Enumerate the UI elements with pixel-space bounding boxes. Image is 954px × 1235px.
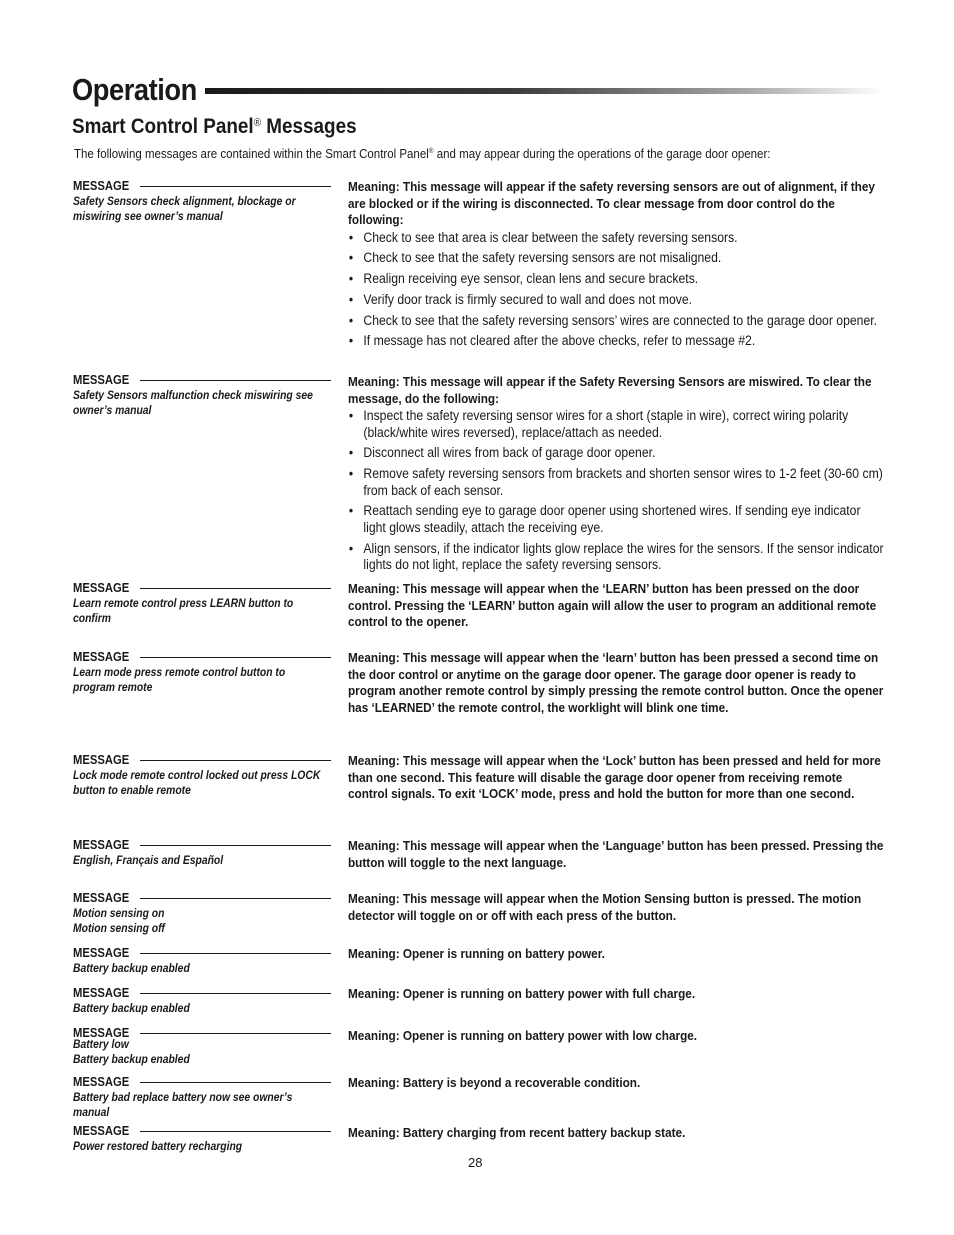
message-label: MESSAGE: [73, 891, 130, 905]
checklist-item: • Check to see that the safety reversing sensors’ wires are connected to the garage door opener.: [348, 313, 884, 330]
meaning-column: [348, 753, 888, 803]
meaning-column: [348, 581, 888, 631]
message-header: [73, 891, 331, 905]
message-label: MESSAGE: [73, 1124, 130, 1138]
message-column: [73, 581, 331, 626]
message-label: MESSAGE: [73, 373, 130, 387]
message-label: MESSAGE: [73, 650, 130, 664]
meaning-text: Meaning: Battery is beyond a recoverable condition.: [348, 1075, 641, 1090]
message-text: Battery backup enabled: [73, 963, 190, 975]
message-label: MESSAGE: [73, 1026, 130, 1040]
message-header: [73, 1075, 331, 1089]
checklist: [348, 408, 884, 574]
meaning-text: Meaning: This message will appear when the ‘learn’ button has been pressed a second time on the door control or anytime on the garage door opener. The garage door opener is ready to program another remote control by simply pressing the remote control button. Once the opener has ‘LEARNED’ the remote control, the worklight will blink one time.: [348, 650, 884, 715]
meaning-column: [348, 1125, 888, 1142]
message-rule: [140, 657, 331, 658]
message-column: [73, 753, 331, 798]
message-rule: [140, 380, 331, 381]
message-column: [73, 1026, 331, 1067]
message-text: Learn remote control press LEARN button to confirm: [73, 598, 294, 625]
intro-text-end: and may appear during the operations of the garage door opener:: [433, 147, 771, 161]
checklist-item: • Realign receiving eye sensor, clean lens and secure brackets.: [348, 271, 884, 288]
page-title: Operation: [72, 72, 197, 107]
checklist-item: • Disconnect all wires from back of garage door opener.: [348, 445, 884, 462]
intro-text: The following messages are contained within the Smart Control Panel: [74, 147, 429, 161]
checklist: [348, 230, 884, 350]
message-header: [73, 986, 331, 1000]
message-rule: [140, 186, 331, 187]
meaning-column: [348, 650, 888, 716]
meaning-text: Meaning: Opener is running on battery power with low charge.: [348, 1028, 698, 1043]
meaning-text: Meaning: This message will appear if the Safety Reversing Sensors are miswired. To clear the message, do the following:: [348, 374, 872, 406]
section-title-text: Smart Control Panel: [72, 115, 254, 138]
meaning-column: [348, 986, 888, 1003]
message-header: [73, 838, 331, 852]
message-label: MESSAGE: [73, 1075, 130, 1089]
message-label: MESSAGE: [73, 838, 130, 852]
message-rule: [140, 588, 331, 589]
message-label: MESSAGE: [73, 986, 130, 1000]
meaning-column: [348, 1028, 888, 1045]
message-header: [73, 650, 331, 664]
checklist-item: • Align sensors, if the indicator lights glow replace the wires for the sensors. If the sensor indicator lights do not light, replace the safety reversing sensors.: [348, 541, 884, 574]
message-label: MESSAGE: [73, 946, 130, 960]
checklist-item: • Check to see that the safety reversing sensors are not misaligned.: [348, 250, 884, 267]
meaning-text: Meaning: Opener is running on battery power.: [348, 946, 605, 961]
meaning-column: [348, 374, 888, 578]
message-column: [73, 179, 331, 224]
checklist-item: • Verify door track is firmly secured to wall and does not move.: [348, 292, 884, 309]
meaning-column: [348, 946, 888, 963]
checklist-item: • If message has not cleared after the above checks, refer to message #2.: [348, 333, 884, 350]
message-column: [73, 1124, 331, 1155]
message-header: [73, 753, 331, 767]
section-title: [72, 115, 357, 139]
message-column: [73, 838, 331, 869]
meaning-column: [348, 891, 888, 924]
checklist-item: • Inspect the safety reversing sensor wires for a short (staple in wire), correct wiring polarity (black/white wires reversed), replace/attach as needed.: [348, 408, 884, 441]
message-rule: [140, 1082, 331, 1083]
page-number: 28: [468, 1155, 483, 1170]
message-column: [73, 946, 331, 977]
message-text: Lock mode remote control locked out press LOCK button to enable remote: [73, 770, 321, 797]
message-label: MESSAGE: [73, 753, 130, 767]
message-text: Safety Sensors check alignment, blockage or miswiring see owner’s manual: [73, 196, 296, 223]
message-column: [73, 373, 331, 418]
meaning-text: Meaning: Opener is running on battery power with full charge.: [348, 986, 696, 1001]
message-text: Learn mode press remote control button to program remote: [73, 667, 286, 694]
message-column: [73, 986, 331, 1017]
intro-paragraph: [74, 147, 838, 161]
message-text: Battery backup enabled: [73, 1003, 190, 1015]
message-header: [73, 1124, 331, 1138]
message-label: MESSAGE: [73, 179, 130, 193]
message-text: Safety Sensors malfunction check miswiring see owner’s manual: [73, 390, 313, 417]
meaning-column: [348, 838, 888, 871]
registered-mark: ®: [253, 117, 261, 129]
message-rule: [140, 845, 331, 846]
message-column: [73, 891, 331, 936]
registered-mark: ®: [428, 147, 434, 155]
message-rule: [140, 1131, 331, 1132]
message-header: [73, 946, 331, 960]
message-header: [73, 179, 331, 193]
message-header: [73, 373, 331, 387]
message-text: Motion sensing on Motion sensing off: [73, 908, 165, 935]
message-rule: [140, 953, 331, 954]
message-header: [73, 581, 331, 595]
message-label: MESSAGE: [73, 581, 130, 595]
message-rule: [140, 898, 331, 899]
meaning-text: Meaning: This message will appear when the ‘Lock’ button has been pressed and held for more than one second. This feature will disable the garage door opener from receiving remote control signals. To exit ‘LOCK’ mode, press and hold the button for more than one second.: [348, 753, 881, 801]
checklist-item: • Remove safety reversing sensors from brackets and shorten sensor wires to 1-2 feet (30-60 cm) from back of each sensor.: [348, 466, 884, 499]
meaning-text: Meaning: This message will appear when the ‘LEARN’ button has been pressed on the door control. Pressing the ‘LEARN’ button again will allow the user to program an additional remote control to the opener.: [348, 581, 877, 629]
checklist-item: • Check to see that area is clear between the safety reversing sensors.: [348, 230, 884, 247]
section-title-suffix: Messages: [260, 115, 357, 138]
message-column: [73, 650, 331, 695]
message-text: Battery low Battery backup enabled: [73, 1039, 190, 1066]
message-text: Battery bad replace battery now see owner’s manual: [73, 1092, 293, 1119]
message-rule: [140, 993, 331, 994]
meaning-column: [348, 179, 888, 354]
meaning-text: Meaning: This message will appear if the safety reversing sensors are out of alignment, if they are blocked or if the wiring is disconnected. To clear message from door control do the following:: [348, 179, 875, 227]
message-rule: [140, 760, 331, 761]
meaning-text: Meaning: Battery charging from recent battery backup state.: [348, 1125, 686, 1140]
meaning-column: [348, 1075, 888, 1092]
message-rule: [140, 1033, 331, 1034]
meaning-text: Meaning: This message will appear when the ‘Language’ button has been pressed. Pressing the button will toggle to the next language.: [348, 838, 884, 870]
message-text: English, Français and Español: [73, 855, 224, 867]
checklist-item: • Reattach sending eye to garage door opener using shortened wires. If sending eye indicator light glows steadily, attach the receiving eye.: [348, 503, 884, 536]
title-rule: [205, 88, 883, 94]
meaning-text: Meaning: This message will appear when the Motion Sensing button is pressed. The motion detector will toggle on or off with each press of the button.: [348, 891, 862, 923]
message-text: Power restored battery recharging: [73, 1141, 243, 1153]
message-column: [73, 1075, 331, 1120]
